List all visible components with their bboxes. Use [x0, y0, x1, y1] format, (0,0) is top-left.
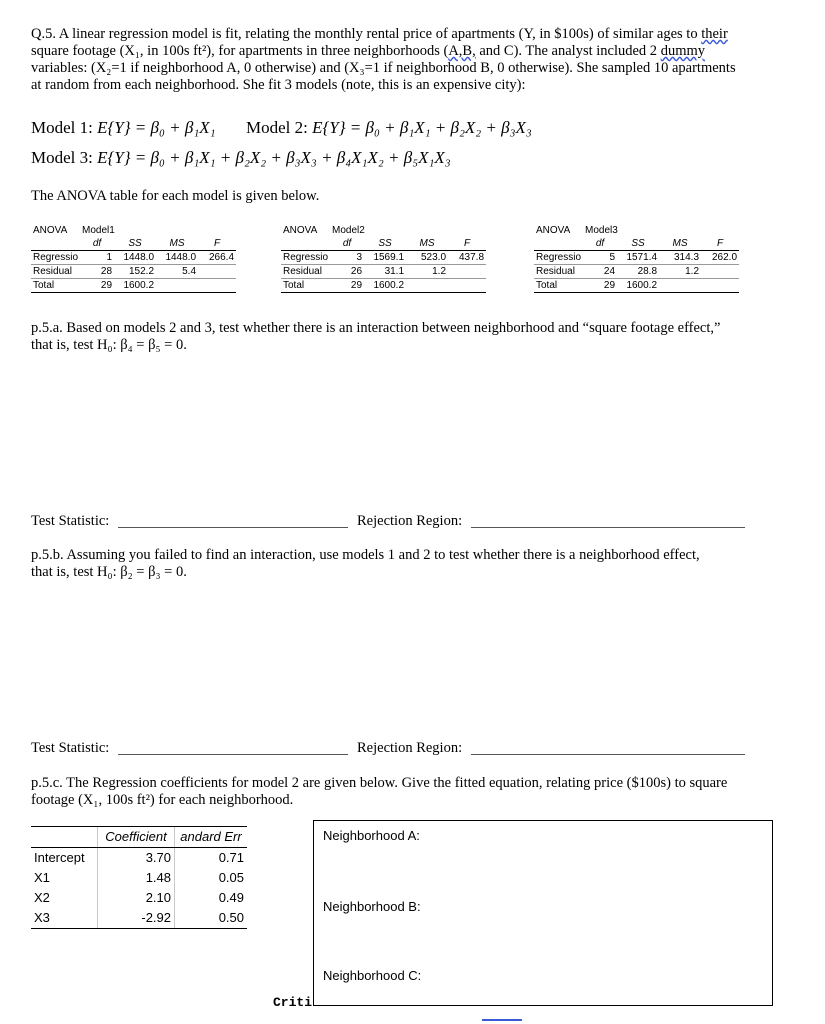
cell-f — [701, 279, 739, 293]
cell-ms: 1.2 — [659, 265, 701, 279]
anova-header-f: F — [198, 237, 236, 251]
header-coefficients: Coefficient — [98, 827, 175, 848]
table-row — [31, 908, 247, 929]
table-row — [31, 279, 240, 293]
part-a-rejection-region-label: Rejection Region: — [357, 513, 463, 529]
anova-header-df: df — [583, 237, 617, 251]
part-c-text-2: footage (X₁, 100s ft²) for each neighborhood. — [31, 792, 294, 808]
cutoff-underline — [482, 1019, 522, 1021]
cell-ss: 31.1 — [364, 265, 406, 279]
question-intro — [31, 26, 801, 94]
cell-f — [198, 279, 236, 293]
anova-model-name: Model1 — [82, 224, 115, 236]
part-a-text: p.5.a. Based on models 2 and 3, test whether there is an interaction between neighborhood and “square footage effect,” — [31, 320, 721, 336]
neighborhood-c-label: Neighborhood C: — [323, 968, 422, 983]
cell-ss: 1600.2 — [617, 279, 659, 293]
cell-df: 1 — [80, 251, 114, 265]
anova-intro: The ANOVA table for each model is given below. — [31, 188, 320, 204]
table-row — [534, 279, 743, 293]
table-row — [534, 265, 743, 279]
anova-header-df: df — [330, 237, 364, 251]
table-row — [534, 251, 743, 265]
coef-se: 0.05 — [175, 868, 248, 888]
row-label: Total — [281, 279, 330, 293]
anova-header-ss: SS — [114, 237, 156, 251]
cell-f — [701, 265, 739, 279]
part-c-text: p.5.c. The Regression coefficients for model 2 are given below. Give the fitted equation, relating price ($100s) to square — [31, 775, 728, 791]
cell-df: 26 — [330, 265, 364, 279]
table-row — [281, 251, 490, 265]
part-a-rejection-region-blank[interactable] — [471, 527, 745, 528]
cell-f — [448, 279, 486, 293]
cell-df: 5 — [583, 251, 617, 265]
part-b-rejection-region-blank[interactable] — [471, 754, 745, 755]
anova-header-ss: SS — [364, 237, 406, 251]
anova-model-name: Model3 — [585, 224, 618, 236]
part-a-test-statistic-label: Test Statistic: — [31, 513, 110, 529]
coef-value: 3.70 — [98, 848, 175, 869]
cell-df: 28 — [80, 265, 114, 279]
intro-text: at random from each neighborhood. She fit 3 models (note, this is an expensive city): — [31, 77, 526, 93]
row-label: Total — [31, 279, 80, 293]
coef-se: 0.50 — [175, 908, 248, 929]
anova-header-f: F — [701, 237, 739, 251]
table-row — [31, 265, 240, 279]
cell-ss: 1600.2 — [114, 279, 156, 293]
model-3-equation — [31, 148, 451, 168]
anova-title: ANOVA — [536, 224, 571, 236]
part-b-text: p.5.b. Assuming you failed to find an interaction, use models 1 and 2 to test whether there is a neighborhood effect, — [31, 547, 700, 563]
anova-table-model2 — [281, 224, 490, 293]
anova-header-ms: MS — [156, 237, 198, 251]
table-row — [31, 848, 247, 869]
table-row — [31, 251, 240, 265]
cell-f: 437.8 — [448, 251, 486, 265]
row-label: Residual — [281, 265, 330, 279]
intro-word-ab: A,B, — [448, 43, 476, 59]
intro-text: Q.5. A linear regression model is fit, relating the monthly rental price of apartments (Y, in $100s) of similar ages to — [31, 26, 702, 42]
anova-header-ms: MS — [406, 237, 448, 251]
cell-ms: 523.0 — [406, 251, 448, 265]
cell-df: 29 — [330, 279, 364, 293]
table-row — [281, 279, 490, 293]
cell-f — [198, 265, 236, 279]
cell-df: 29 — [583, 279, 617, 293]
part-b-hypothesis: that is, test H₀: β₂ = β₃ = 0. — [31, 564, 187, 580]
table-row — [31, 888, 247, 908]
row-label: Residual — [534, 265, 583, 279]
cell-ss: 1600.2 — [364, 279, 406, 293]
anova-header-ms: MS — [659, 237, 701, 251]
part-b-rejection-region-label: Rejection Region: — [357, 740, 463, 756]
row-label: Regressio — [283, 251, 329, 263]
neighborhood-answer-box[interactable] — [313, 820, 773, 1006]
cell-f: 262.0 — [701, 251, 739, 265]
part-b-test-statistic-blank[interactable] — [118, 754, 348, 755]
cell-ms: 5.4 — [156, 265, 198, 279]
cell-ss: 28.8 — [617, 265, 659, 279]
cell-df: 24 — [583, 265, 617, 279]
cell-ms — [156, 279, 198, 293]
row-label: Regressio — [536, 251, 582, 263]
model-3-formula: E{Y} = β₀ + β₁X₁ + β₂X₂ + β₃X₃ + β₄X₁X₂ + β₅X₁X₃ — [97, 148, 451, 167]
intro-text: variables: (X₂=1 if neighborhood A, 0 otherwise) and (X₃=1 if neighborhood B, 0 otherwise). She sampled 10 apartments — [31, 60, 736, 76]
coef-name: X3 — [31, 908, 98, 929]
coef-se: 0.71 — [175, 848, 248, 869]
coef-name: X2 — [34, 890, 50, 905]
row-label: Regressio — [33, 251, 79, 263]
coef-se: 0.49 — [175, 888, 248, 908]
intro-text: and C). The analyst included 2 — [475, 43, 661, 59]
part-b-test-statistic-label: Test Statistic: — [31, 740, 110, 756]
cell-ms: 314.3 — [659, 251, 701, 265]
anova-header-f: F — [448, 237, 486, 251]
cutoff-critical-text: Criti — [273, 995, 313, 1010]
model-1-label: Model 1: — [31, 118, 98, 137]
cell-ss: 152.2 — [114, 265, 156, 279]
anova-title: ANOVA — [283, 224, 318, 236]
model-3-label: Model 3: — [31, 148, 98, 167]
model-2-label: Model 2: — [246, 118, 313, 137]
cell-ms: 1448.0 — [156, 251, 198, 265]
cell-ms: 1.2 — [406, 265, 448, 279]
coef-value: 2.10 — [98, 888, 175, 908]
row-label: Residual — [31, 265, 80, 279]
cell-f — [448, 265, 486, 279]
anova-header-df: df — [80, 237, 114, 251]
part-c-prompt — [31, 775, 727, 809]
part-a-prompt — [31, 320, 720, 354]
part-a-hypothesis: that is, test H₀: β₄ = β₅ = 0. — [31, 337, 187, 353]
anova-header-ss: SS — [617, 237, 659, 251]
table-row — [281, 265, 490, 279]
model-2-equation — [246, 118, 532, 138]
model-2-formula: E{Y} = β₀ + β₁X₁ + β₂X₂ + β₃X₃ — [312, 118, 532, 137]
neighborhood-b-label: Neighborhood B: — [323, 899, 421, 914]
coef-name: Intercept — [34, 850, 85, 865]
intro-word-dummy: dummy — [660, 43, 705, 59]
anova-model-name: Model2 — [332, 224, 365, 236]
anova-table-model1 — [31, 224, 240, 293]
cell-df: 3 — [330, 251, 364, 265]
coef-value: -2.92 — [98, 908, 175, 929]
coef-name: X1 — [34, 870, 50, 885]
model-1-formula: E{Y} = β₀ + β₁X₁ — [97, 118, 216, 137]
coefficients-table — [31, 826, 247, 929]
cell-df: 29 — [80, 279, 114, 293]
coef-value: 1.48 — [98, 868, 175, 888]
table-row — [31, 868, 247, 888]
cell-ms — [406, 279, 448, 293]
neighborhood-a-label: Neighborhood A: — [323, 828, 420, 843]
cell-ss: 1571.4 — [617, 251, 659, 265]
header-standard-error: andard Err — [175, 827, 248, 848]
part-a-test-statistic-blank[interactable] — [118, 527, 348, 528]
part-b-prompt — [31, 547, 700, 581]
cell-ss: 1448.0 — [114, 251, 156, 265]
cell-f: 266.4 — [198, 251, 236, 265]
intro-text: square footage (X₁, in 100s ft²), for apartments in three neighborhoods ( — [31, 43, 449, 59]
cell-ss: 1569.1 — [364, 251, 406, 265]
model-1-equation — [31, 118, 216, 138]
intro-word-their: their — [701, 26, 728, 42]
row-label: Total — [534, 279, 583, 293]
anova-title: ANOVA — [33, 224, 68, 236]
cell-ms — [659, 279, 701, 293]
anova-table-model3 — [534, 224, 743, 293]
